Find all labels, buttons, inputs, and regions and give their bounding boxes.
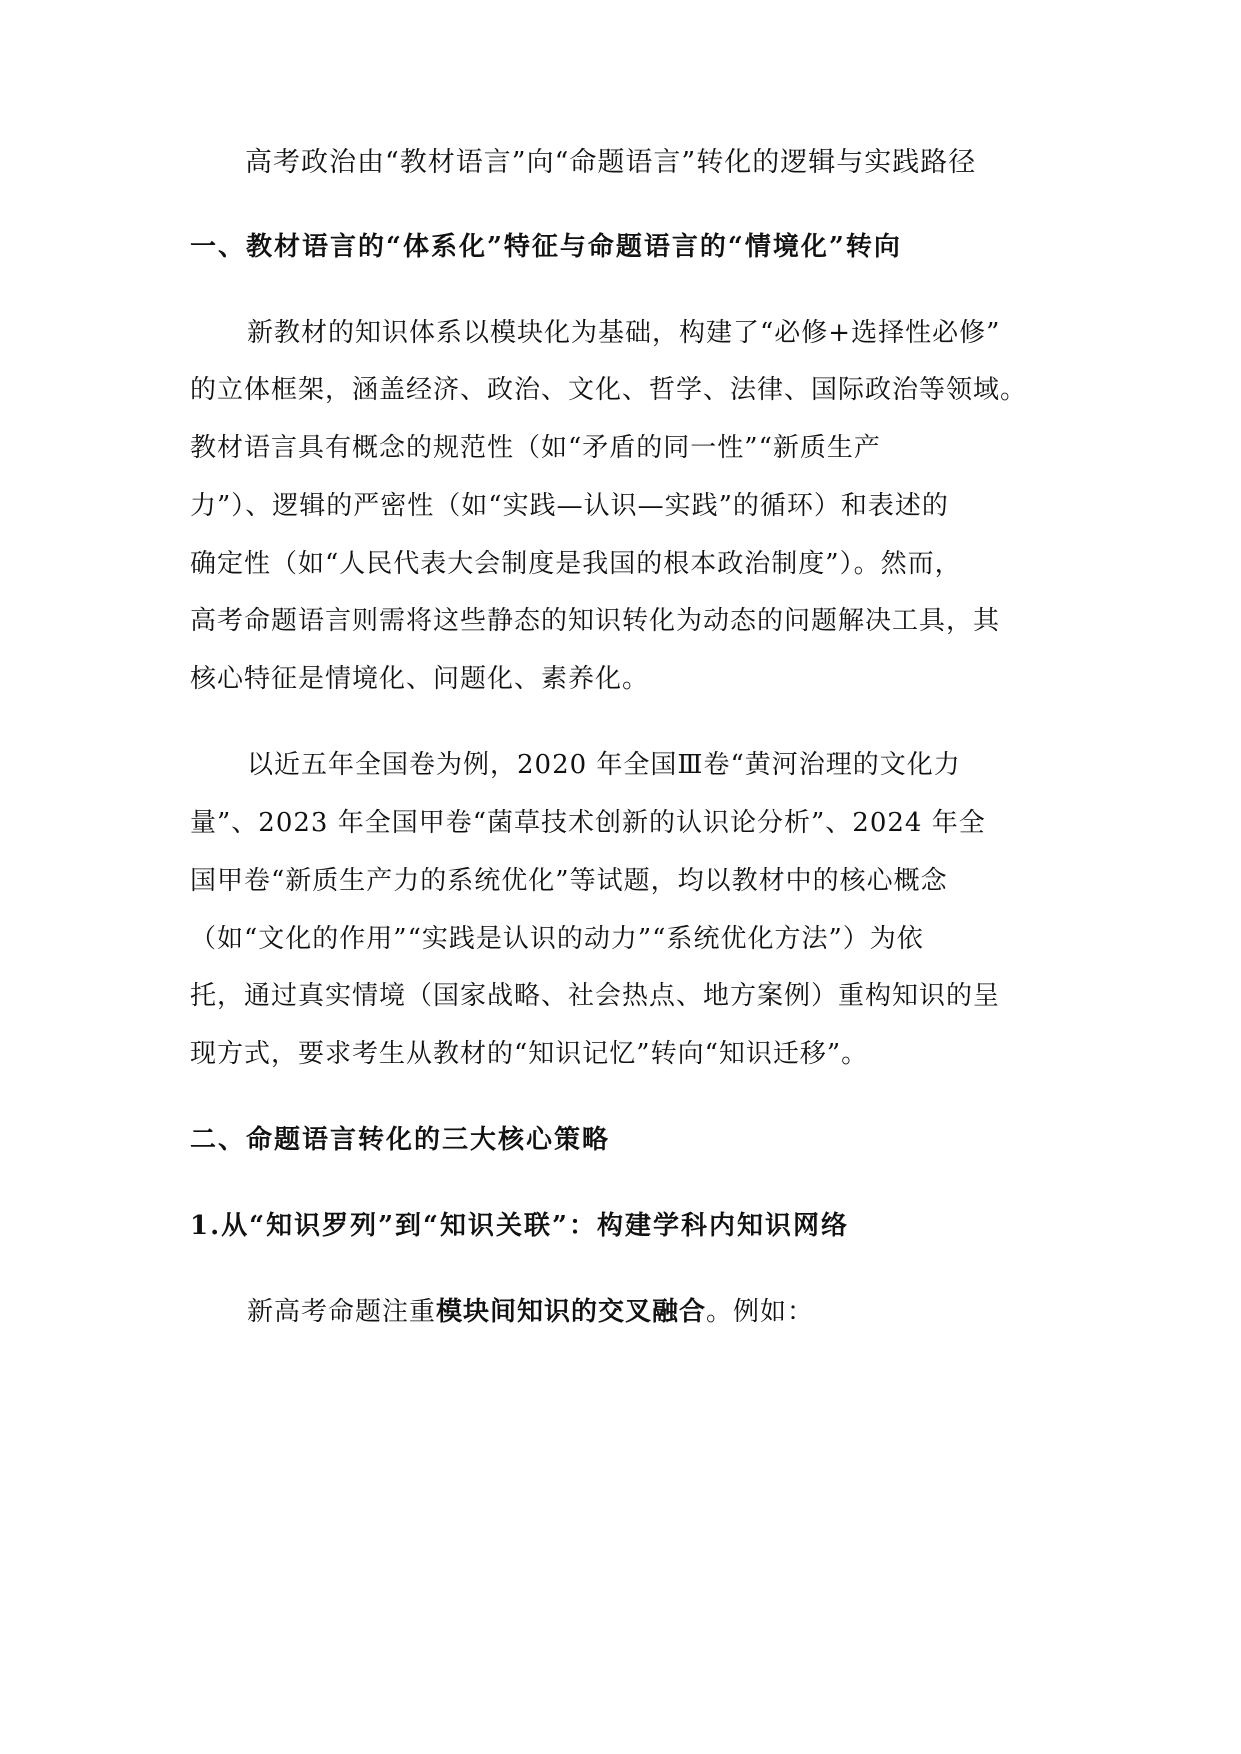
section1-para1-line: 新教材的知识体系以模块化为基础，构建了“必修+选择性必修” <box>247 318 1001 348</box>
subsection1-para-suffix: 。例如： <box>706 1297 815 1327</box>
subsection1-heading: 1.从“知识罗列”到“知识关联”：构建学科内知识网络 <box>190 1211 849 1241</box>
subsection1-para-emphasis: 模块间知识的交叉融合 <box>436 1297 707 1327</box>
section1-heading: 一、教材语言的“体系化”特征与命题语言的“情境化”转向 <box>190 232 902 262</box>
section1-para1-line: 核心特征是情境化、问题化、素养化。 <box>190 664 650 694</box>
section1-para2-line: 量”、2023 年全国甲卷“菌草技术创新的认识论分析”、2024 年全 <box>190 808 986 838</box>
section1-para2-line: 以近五年全国卷为例，2020 年全国Ⅲ卷“黄河治理的文化力 <box>247 750 961 780</box>
section1-para2-line: 国甲卷“新质生产力的系统优化”等试题，均以教材中的核心概念 <box>190 866 948 896</box>
section1-para1-line: 教材语言具有概念的规范性（如“矛盾的同一性”“新质生产 <box>190 433 881 463</box>
subsection1-para-prefix: 新高考命题注重 <box>247 1297 437 1327</box>
section1-para1-line: 高考命题语言则需将这些静态的知识转化为动态的问题解决工具，其 <box>190 606 1001 636</box>
section1-para2-line: （如“文化的作用”“实践是认识的动力”“系统优化方法”）为依 <box>190 924 924 954</box>
section1-para2-line: 托，通过真实情境（国家战略、社会热点、地方案例）重构知识的呈 <box>190 981 1001 1011</box>
section1-para1-line: 确定性（如“人民代表大会制度是我国的根本政治制度”）。然而， <box>190 549 962 579</box>
section1-para2-line: 现方式，要求考生从教材的“知识记忆”转向“知识迁移”。 <box>190 1039 869 1069</box>
section2-heading: 二、命题语言转化的三大核心策略 <box>190 1125 611 1155</box>
document-title: 高考政治由“教材语言”向“命题语言”转化的逻辑与实践路径 <box>245 147 977 178</box>
section1-para1-line: 力”）、逻辑的严密性（如“实践—认识—实践”的循环）和表述的 <box>190 491 949 521</box>
subsection1-paragraph <box>247 1295 1107 1329</box>
section1-para1-line: 的立体框架，涵盖经济、政治、文化、哲学、法律、国际政治等领域。 <box>190 375 1028 405</box>
